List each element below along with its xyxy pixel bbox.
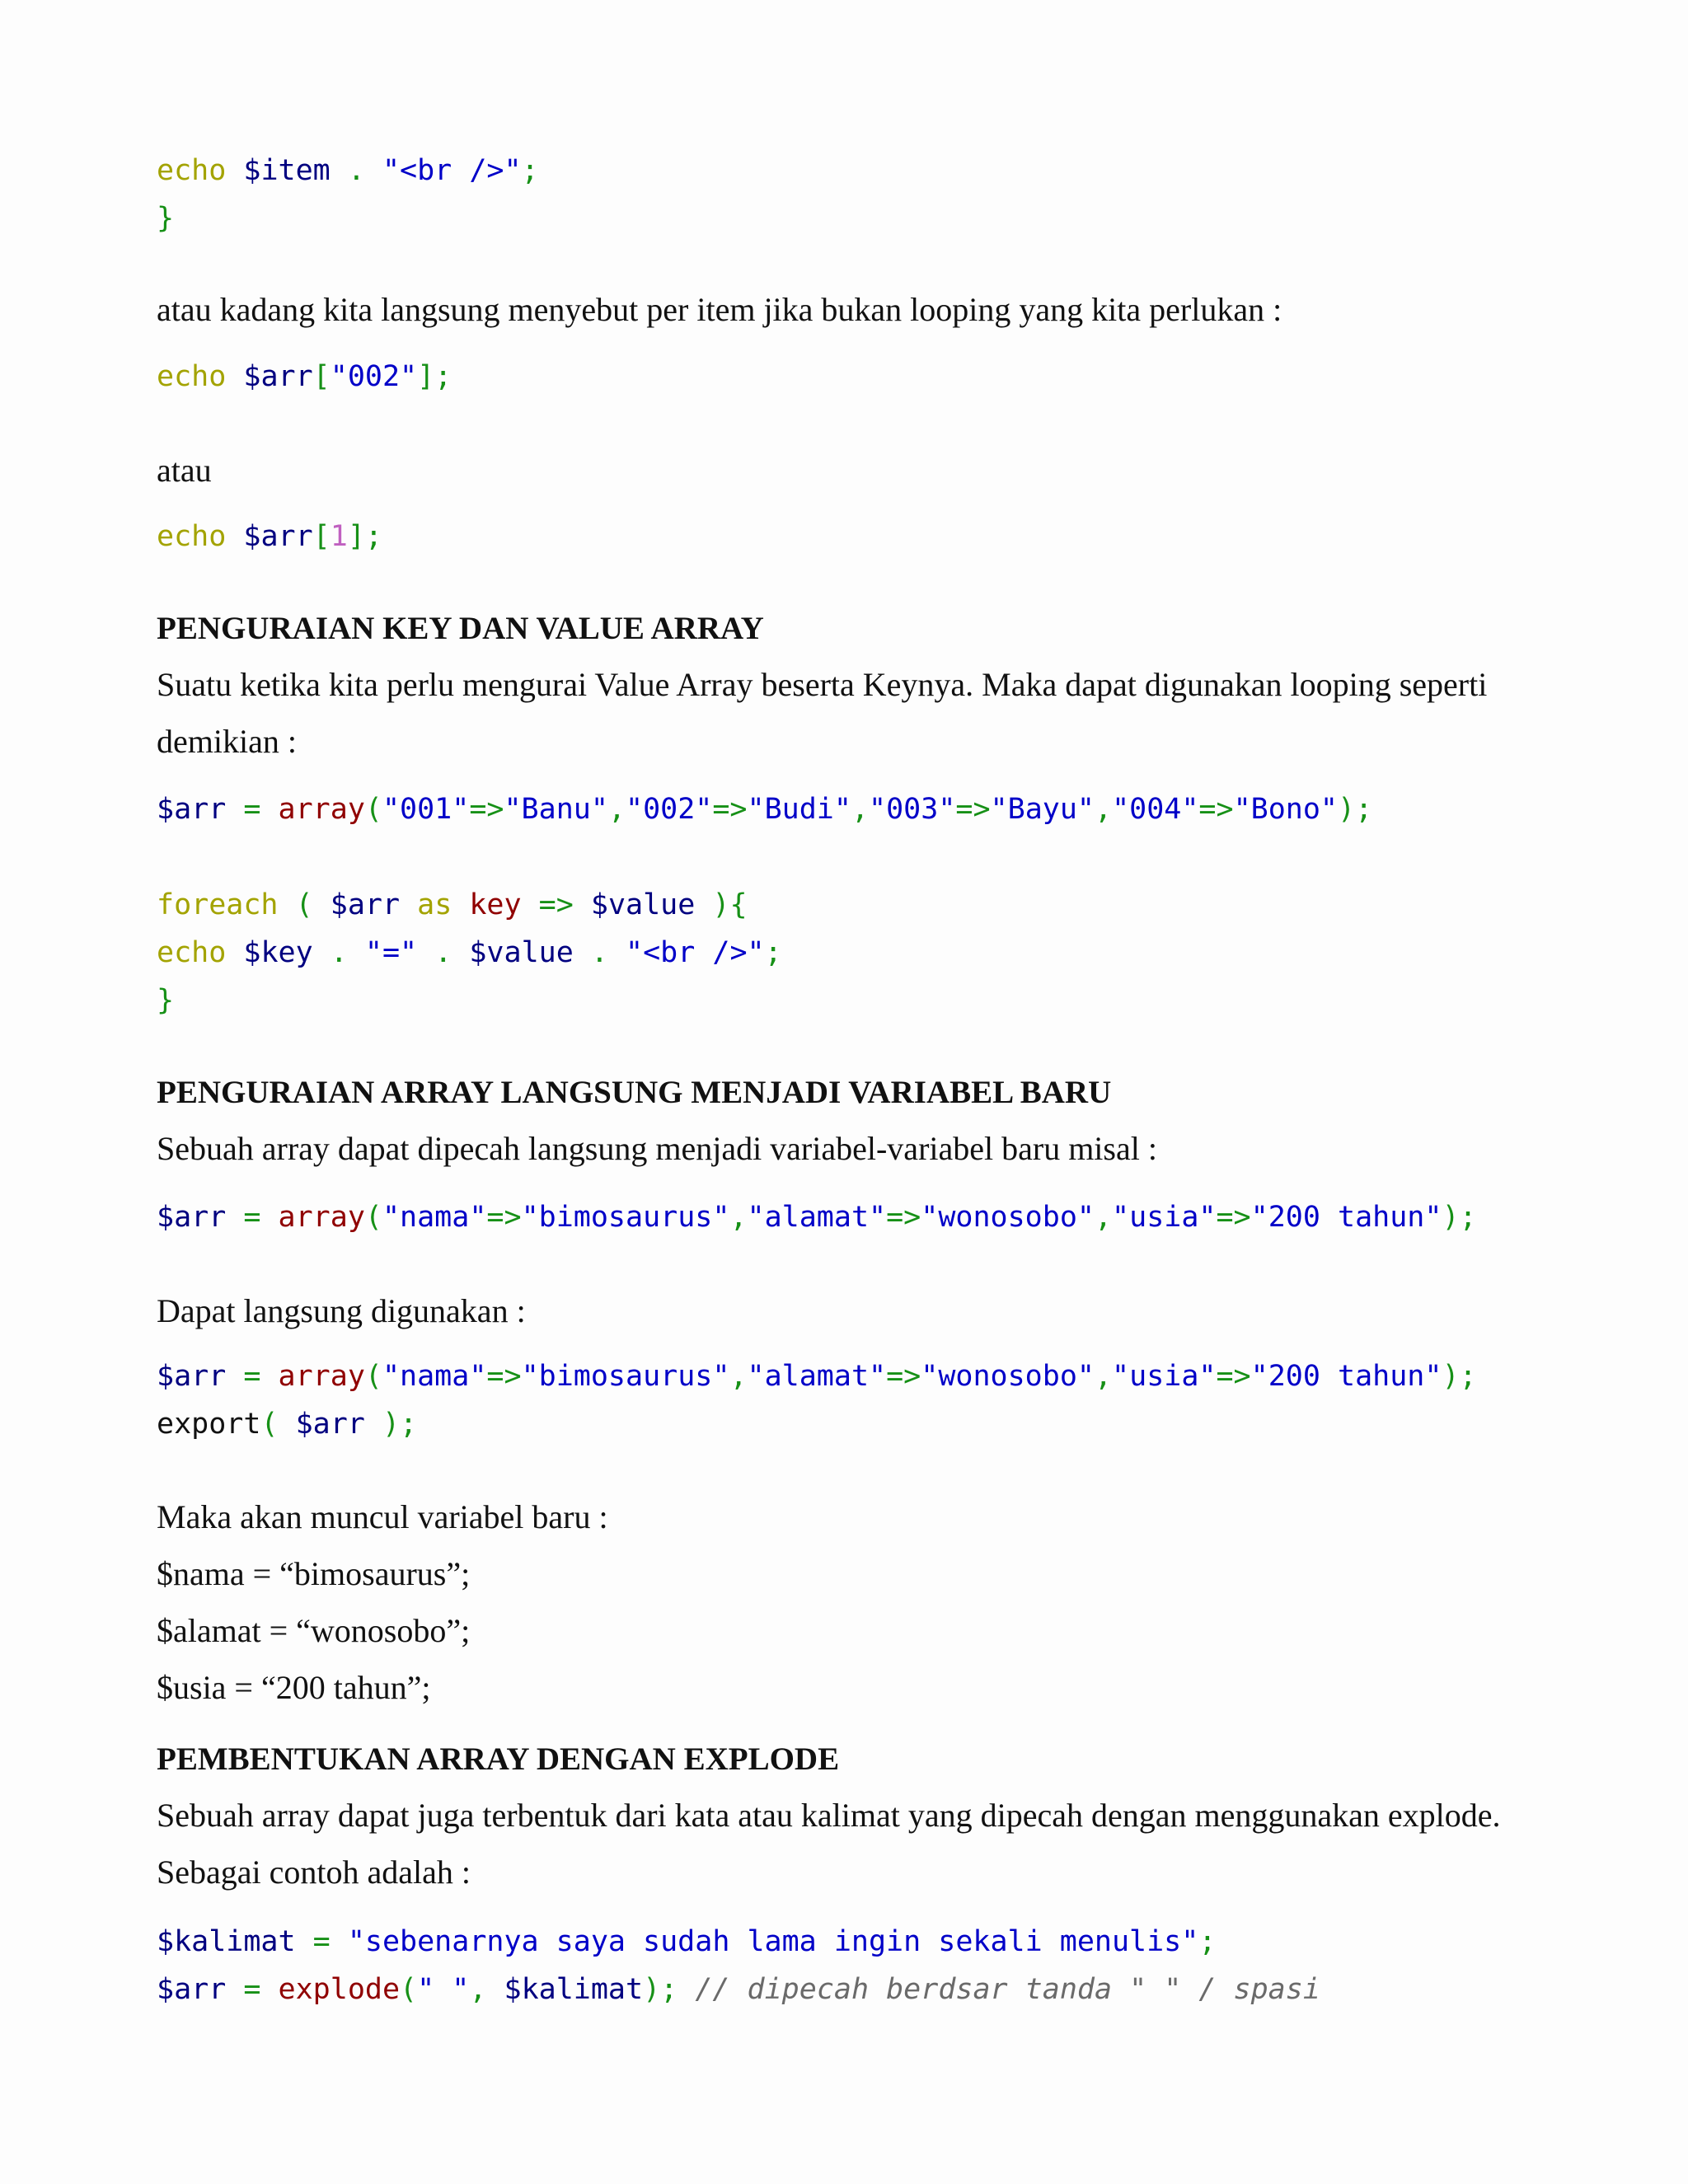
code-token: ;: [521, 154, 539, 187]
code-token: "<br />": [382, 154, 522, 187]
code-token: =: [243, 1201, 261, 1234]
code-token: [522, 888, 539, 921]
code-token: 1: [330, 520, 348, 553]
code-token: ];: [417, 360, 452, 393]
code-token: );: [1338, 793, 1373, 826]
paragraph-item-access: atau kadang kita langsung menyebut per item jika bukan looping yang kita perlukan :: [157, 291, 1282, 328]
code-token: "=": [364, 936, 418, 969]
code-token: [452, 888, 469, 921]
paragraph-key-value: Suatu ketika kita perlu mengurai Value Array beserta Keynya. Maka dapat digunakan looping seperti demikian :: [157, 666, 1488, 760]
code-token: array: [278, 1201, 365, 1234]
code-token: =>: [469, 793, 504, 826]
code-token: .: [330, 936, 348, 969]
code-token: "200 tahun": [1250, 1360, 1442, 1393]
code-line: [157, 1352, 1477, 1400]
code-token: [678, 1973, 695, 2006]
code-token: );: [382, 1408, 418, 1441]
code-token: $arr: [157, 793, 227, 826]
code-token: .: [347, 154, 365, 187]
code-token: (: [295, 888, 313, 921]
code-token: [313, 936, 331, 969]
paragraph-usage: Dapat langsung digunakan :: [157, 1292, 526, 1329]
code-token: =: [243, 1973, 261, 2006]
code-token: [226, 1201, 243, 1234]
code-token: [260, 1973, 278, 2006]
code-block-echo-key: [157, 353, 452, 401]
code-token: [279, 1408, 296, 1441]
code-line: [157, 977, 1372, 1024]
code-token: [348, 936, 365, 969]
code-token: "003": [869, 793, 956, 826]
paragraph-atau: atau: [157, 452, 212, 489]
heading-explode: PEMBENTUKAN ARRAY DENGAN EXPLODE: [157, 1741, 840, 1777]
code-token: $key: [243, 936, 313, 969]
code-token: );: [1442, 1360, 1477, 1393]
code-token: =>: [886, 1360, 921, 1393]
code-token: ,: [729, 1201, 748, 1234]
paragraph-new-variables: Sebuah array dapat dipecah langsung menjadi variabel-variabel baru misal :: [157, 1130, 1157, 1167]
code-token: // dipecah berdsar tanda " " / spasi: [695, 1973, 1320, 2006]
code-token: $arr: [295, 1408, 365, 1441]
code-token: (: [364, 1360, 382, 1393]
code-token: =>: [955, 793, 991, 826]
code-token: [365, 1408, 382, 1441]
code-token: [226, 936, 243, 969]
code-token: [279, 888, 296, 921]
result-line-usia: $usia = “200 tahun”;: [157, 1669, 431, 1706]
code-line: [157, 1918, 1320, 1966]
code-token: ,: [729, 1360, 748, 1393]
code-token: array: [278, 1360, 365, 1393]
code-token: =>: [712, 793, 748, 826]
code-line: [157, 1966, 1320, 2013]
code-line: [157, 833, 1372, 881]
code-token: =>: [486, 1360, 522, 1393]
code-line: [157, 1400, 1477, 1448]
code-token: }: [157, 202, 175, 235]
code-token: =>: [886, 1201, 921, 1234]
code-token: echo: [157, 936, 227, 969]
code-token: ];: [347, 520, 382, 553]
code-token: =>: [1216, 1201, 1251, 1234]
code-token: echo: [157, 360, 227, 393]
code-token: [296, 1925, 313, 1958]
code-token: "Budi": [747, 793, 851, 826]
code-token: "002": [330, 360, 418, 393]
code-token: echo: [157, 154, 227, 187]
code-line: [157, 194, 539, 242]
code-token: =: [243, 1360, 261, 1393]
paragraph-result: Maka akan muncul variabel baru :: [157, 1498, 608, 1535]
code-token: [417, 936, 434, 969]
code-token: [260, 1360, 278, 1393]
code-line: [157, 353, 452, 401]
code-token: [695, 888, 712, 921]
code-token: ;: [764, 936, 782, 969]
code-token: "wonosobo": [921, 1201, 1095, 1234]
code-token: $kalimat: [157, 1925, 296, 1958]
code-token: [260, 1201, 278, 1234]
code-line: [157, 785, 1372, 833]
code-token: [313, 888, 331, 921]
code-line: [157, 1193, 1477, 1241]
code-line: [157, 881, 1372, 929]
code-token: [: [312, 360, 331, 393]
heading-key-value: PENGURAIAN KEY DAN VALUE ARRAY: [157, 611, 764, 646]
code-token: =: [243, 793, 261, 826]
code-token: as: [417, 888, 452, 921]
code-token: [574, 936, 591, 969]
code-token: "sebenarnya saya sudah lama ingin sekali menulis": [347, 1925, 1199, 1958]
code-token: "usia": [1112, 1360, 1217, 1393]
code-token: "002": [626, 793, 713, 826]
code-token: "001": [382, 793, 470, 826]
code-token: $arr: [157, 1360, 227, 1393]
code-line: [157, 513, 382, 560]
code-token: "bimosaurus": [521, 1201, 730, 1234]
code-token: [226, 1360, 243, 1393]
code-token: $arr: [330, 888, 401, 921]
code-token: [226, 154, 243, 187]
result-line-alamat: $alamat = “wonosobo”;: [157, 1612, 471, 1649]
code-token: "200 tahun": [1250, 1201, 1442, 1234]
code-token: [365, 154, 382, 187]
code-token: =>: [486, 1201, 522, 1234]
code-token: ,: [607, 793, 626, 826]
code-token: ,: [1094, 793, 1113, 826]
code-token: "<br />": [626, 936, 765, 969]
code-token: (: [364, 793, 382, 826]
code-token: [452, 936, 469, 969]
code-token: ,: [1094, 1201, 1113, 1234]
code-token: $item: [243, 154, 331, 187]
code-token: ,: [1094, 1360, 1113, 1393]
code-token: export: [157, 1408, 261, 1441]
code-token: [260, 793, 278, 826]
code-line: [157, 147, 539, 194]
code-token: $arr: [157, 1201, 227, 1234]
code-token: [226, 1973, 243, 2006]
code-token: =>: [1216, 1360, 1251, 1393]
code-block-explode: [157, 1918, 1320, 2013]
code-token: "usia": [1112, 1201, 1217, 1234]
code-token: [226, 360, 243, 393]
code-token: [226, 793, 243, 826]
code-token: (: [364, 1201, 382, 1234]
code-token: echo: [157, 520, 227, 553]
code-token: $kalimat: [504, 1973, 644, 2006]
code-token: ,: [851, 793, 870, 826]
code-token: .: [590, 936, 608, 969]
code-token: ;: [1198, 1925, 1217, 1958]
code-token: array: [278, 793, 365, 826]
code-token: .: [434, 936, 452, 969]
code-token: "nama": [382, 1360, 487, 1393]
code-token: (: [400, 1973, 418, 2006]
code-token: [574, 888, 591, 921]
code-token: ){: [712, 888, 748, 921]
code-token: (: [260, 1408, 279, 1441]
code-token: $value: [590, 888, 696, 921]
code-token: [: [312, 520, 331, 553]
heading-new-variables: PENGURAIAN ARRAY LANGSUNG MENJADI VARIABEL BARU: [157, 1075, 1112, 1110]
code-token: [486, 1973, 504, 2006]
code-token: key: [469, 888, 522, 921]
code-block-export: [157, 1352, 1477, 1448]
code-block-array-define: [157, 1193, 1477, 1241]
code-token: [331, 1925, 348, 1958]
code-token: "alamat": [747, 1360, 887, 1393]
code-token: [400, 888, 417, 921]
code-block-echo-item: [157, 147, 539, 242]
code-token: "wonosobo": [921, 1360, 1095, 1393]
code-token: " ": [417, 1973, 470, 2006]
code-token: [331, 154, 348, 187]
code-token: "nama": [382, 1201, 487, 1234]
code-token: explode: [278, 1973, 401, 2006]
code-token: [226, 520, 243, 553]
paragraph-explode: Sebuah array dapat juga terbentuk dari kata atau kalimat yang dipecah dengan menggunakan explode. Sebagai contoh adalah :: [157, 1797, 1501, 1891]
code-token: "Bono": [1233, 793, 1339, 826]
code-token: "bimosaurus": [521, 1360, 730, 1393]
code-block-echo-index: [157, 513, 382, 560]
code-token: =>: [1198, 793, 1234, 826]
code-token: [608, 936, 626, 969]
code-token: );: [1442, 1201, 1477, 1234]
code-token: ,: [469, 1973, 487, 2006]
code-token: $arr: [157, 1973, 227, 2006]
result-line-nama: $nama = “bimosaurus”;: [157, 1555, 471, 1592]
code-token: $arr: [243, 360, 313, 393]
code-token: "Banu": [504, 793, 608, 826]
code-token: =>: [538, 888, 574, 921]
code-line: [157, 929, 1372, 977]
code-token: =: [312, 1925, 331, 1958]
code-token: "Bayu": [990, 793, 1095, 826]
code-token: "alamat": [747, 1201, 887, 1234]
code-token: "004": [1112, 793, 1199, 826]
code-token: }: [157, 984, 175, 1017]
code-token: );: [643, 1973, 678, 2006]
code-token: foreach: [157, 888, 279, 921]
code-token: $value: [469, 936, 574, 969]
code-token: $arr: [243, 520, 313, 553]
code-block-foreach: [157, 785, 1372, 1024]
